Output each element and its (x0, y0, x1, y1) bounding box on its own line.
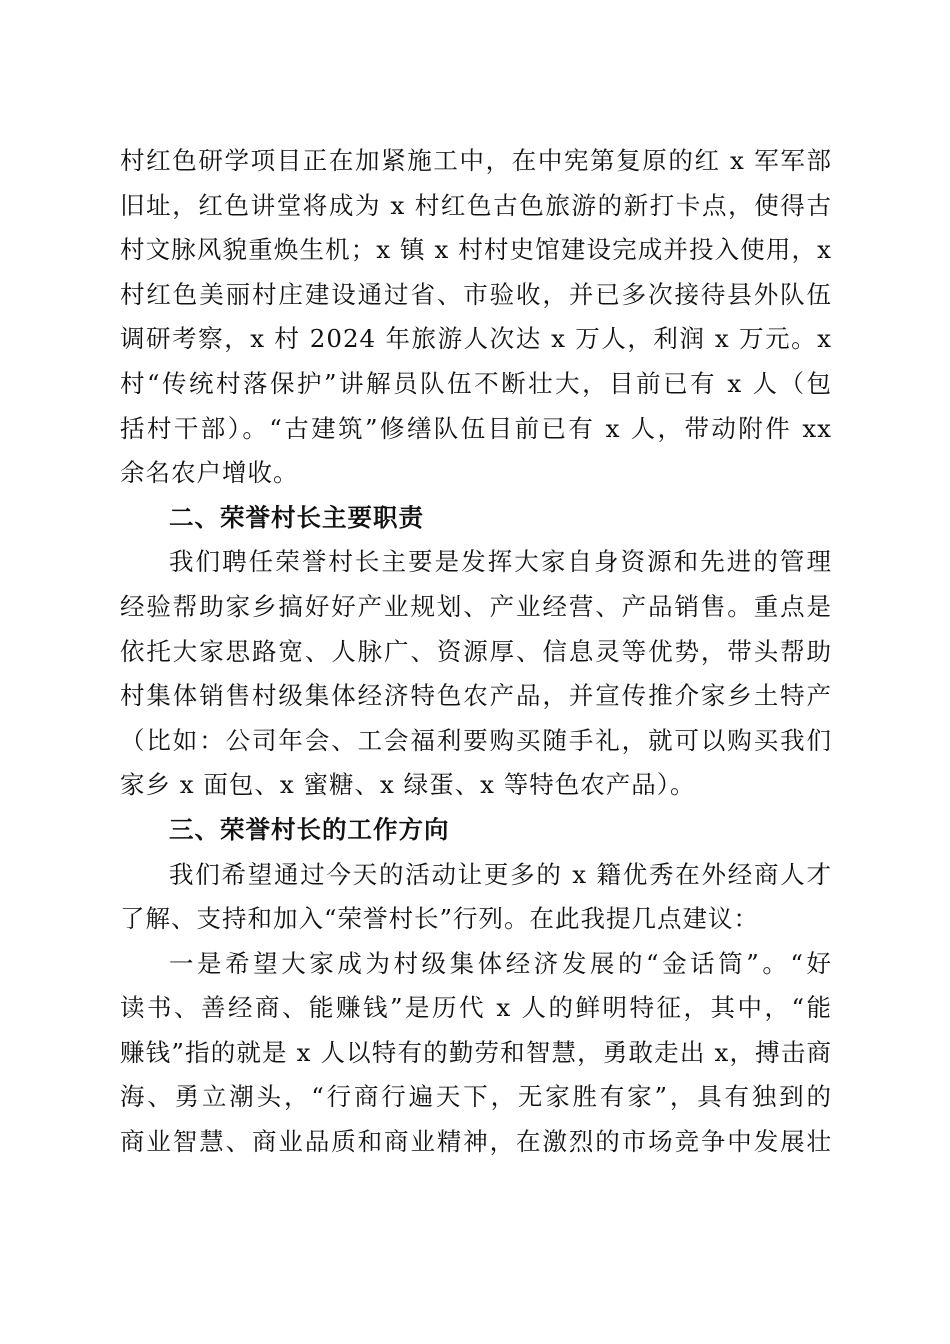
text-line: 旧址，红色讲堂将成为 x 村红色古色旅游的新打卡点，使得古 (120, 190, 832, 220)
document-body (120, 139, 832, 1165)
section-heading-direction: 三、荣誉村长的工作方向 (169, 814, 450, 844)
text-line: 海、勇立潮头，“行商行遍天下，无家胜有家”，具有独到的 (120, 1082, 832, 1112)
text-line: 村“传统村落保护”讲解员队伍不断壮大，目前已有 x 人（包 (120, 368, 832, 398)
text-line: 调研考察，x 村 2024 年旅游人次达 x 万人，利润 x 万元。x (120, 324, 832, 354)
paragraph-suggestion-one (120, 942, 832, 1165)
text-line: 括村干部）。“古建筑”修缮队伍目前已有 x 人，带动附件 xx (120, 413, 832, 443)
text-line: 赚钱”指的就是 x 人以特有的勤劳和智慧，勇敢走出 x，搏击商 (120, 1037, 832, 1067)
text-line: 村集体销售村级集体经济特色农产品，并宣传推介家乡土特产 (120, 681, 832, 711)
text-line: （比如：公司年会、工会福利要购买随手礼，就可以购买我们 (120, 725, 832, 755)
text-line: 读书、善经商、能赚钱”是历代 x 人的鲜明特征，其中，“能 (120, 993, 832, 1023)
paragraph-intro (120, 853, 832, 942)
paragraph-duties (120, 540, 832, 808)
section-heading-duties: 二、荣誉村长主要职责 (169, 502, 424, 532)
text-line: 了解、支持和加入“荣誉村长”行列。在此我提几点建议： (120, 904, 760, 934)
text-line: 村文脉风貌重焕生机；x 镇 x 村村史馆建设完成并投入使用，x (120, 235, 832, 265)
text-line: 我们聘任荣誉村长主要是发挥大家自身资源和先进的管理 (169, 547, 832, 577)
text-line: 我们希望通过今天的活动让更多的 x 籍优秀在外经商人才 (169, 859, 832, 889)
text-line: 村红色美丽村庄建设通过省、市验收，并已多次接待县外队伍 (120, 279, 832, 309)
text-line: 一是希望大家成为村级集体经济发展的“金话筒”。“好 (169, 948, 832, 978)
text-line: 余名农户增收。 (120, 458, 299, 488)
text-line: 商业智慧、商业品质和商业精神，在激烈的市场竞争中发展壮 (120, 1127, 832, 1157)
text-line: 经验帮助家乡搞好好产业规划、产业经营、产品销售。重点是 (120, 591, 832, 621)
text-line: 村红色研学项目正在加紧施工中，在中宪第复原的红 x 军军部 (120, 146, 832, 175)
text-line: 依托大家思路宽、人脉广、资源厚、信息灵等优势，带头帮助 (120, 636, 832, 666)
paragraph-red-tourism (120, 139, 832, 496)
text-line: 家乡 x 面包、x 蜜糖、x 绿蛋、x 等特色农产品）。 (120, 770, 696, 800)
